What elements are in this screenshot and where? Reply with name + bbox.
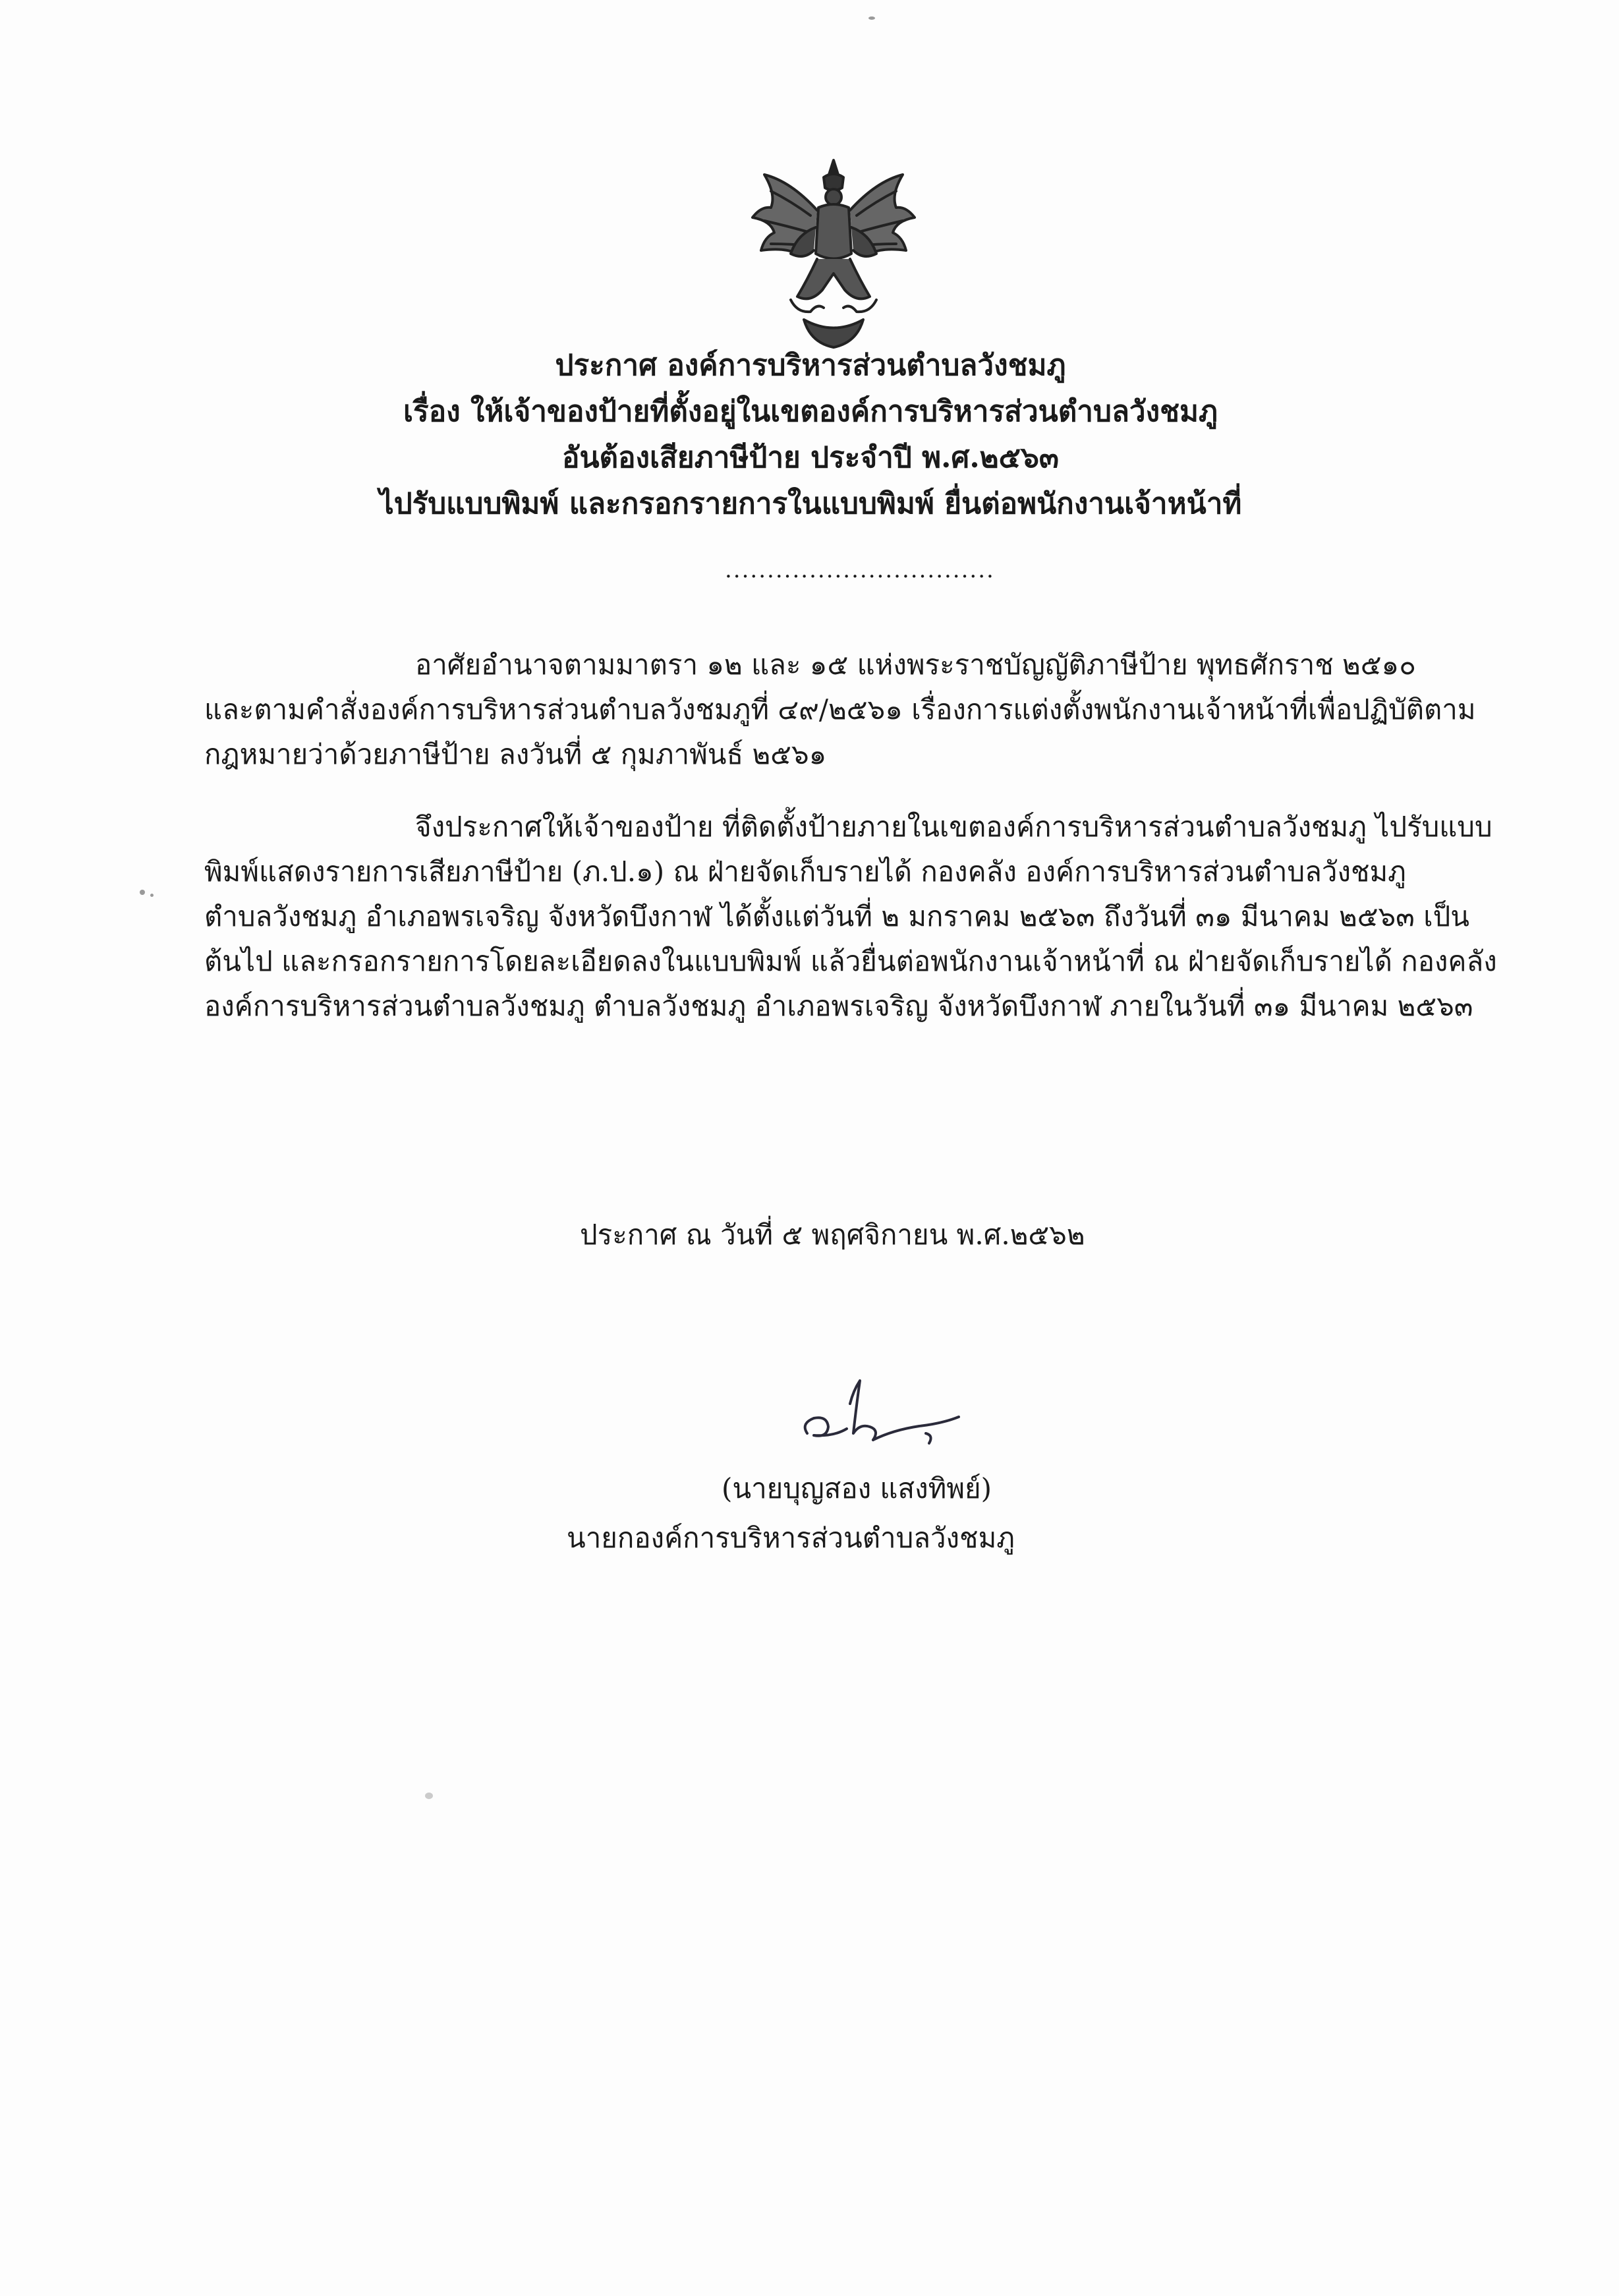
paragraph-line: อาศัยอำนาจตามมาตรา ๑๒ และ ๑๕ แห่งพระราชบัญญัติภาษีป้าย พุทธศักราช ๒๕๑๐ [415,648,1416,681]
paragraph-line: และตามคำสั่งองค์การบริหารส่วนตำบลวังชมภูที่ ๔๙/๒๕๖๑ เรื่องการแต่งตั้งพนักงานเจ้าหน้าที่เพื่อปฏิบัติตาม [204,693,1476,726]
title-line-1: ประกาศ องค์การบริหารส่วนตำบลวังชมภู [555,349,1066,382]
scan-speck [425,1793,433,1799]
scan-speck [150,894,154,897]
paragraph-line: ต้นไป และกรอกรายการโดยละเอียดลงในแบบพิมพ์ แล้วยื่นต่อพนักงานเจ้าหน้าที่ ณ ฝ่ายจัดเก็บรายได้ กองคลัง [204,945,1497,977]
title-divider: ................................ [725,557,995,583]
paragraph-line: จึงประกาศให้เจ้าของป้าย ที่ติดตั้งป้ายภายในเขตองค์การบริหารส่วนตำบลวังชมภู ไปรับแบบ [415,811,1492,843]
handwritten-signature [787,1377,979,1463]
paragraph-line: องค์การบริหารส่วนตำบลวังชมภู ตำบลวังชมภู อำเภอพรเจริญ จังหวัดบึงกาฬ ภายในวันที่ ๓๑ มีนาคม ๒๕๖๓ [204,990,1473,1022]
announcement-date: ประกาศ ณ วันที่ ๕ พฤศจิกายน พ.ศ.๒๕๖๒ [580,1219,1085,1251]
title-line-2: เรื่อง ให้เจ้าของป้ายที่ตั้งอยู่ในเขตองค์การบริหารส่วนตำบลวังชมภู [403,395,1218,428]
paragraph-line: กฎหมายว่าด้วยภาษีป้าย ลงวันที่ ๕ กุมภาพันธ์ ๒๕๖๑ [204,738,827,770]
body-paragraph-2 [204,805,1497,1029]
scan-speck [868,16,875,20]
announcement-title [198,343,1423,527]
scan-speck [140,890,145,895]
title-line-4: ไปรับแบบพิมพ์ และกรอกรายการในแบบพิมพ์ ยื่นต่อพนักงานเจ้าหน้าที่ [379,487,1242,521]
title-line-3: อันต้องเสียภาษีป้าย ประจำปี พ.ศ.๒๕๖๓ [562,441,1059,474]
paragraph-line: ตำบลวังชมภู อำเภอพรเจริญ จังหวัดบึงกาฬ ได้ตั้งแต่วันที่ ๒ มกราคม ๒๕๖๓ ถึงวันที่ ๓๑ มีนาคม ๒๕๖๓ เป็น [204,900,1469,933]
signer-name: (นายบุญสอง แสงทิพย์) [721,1472,992,1505]
body-paragraph-1 [204,643,1476,777]
announcement-body [204,643,1497,1056]
paragraph-line: พิมพ์แสดงรายการเสียภาษีป้าย (ภ.ป.๑) ณ ฝ่ายจัดเก็บรายได้ กองคลัง องค์การบริหารส่วนตำบลวังชมภู [204,855,1406,888]
garuda-emblem-icon [745,155,923,353]
signer-position: นายกองค์การบริหารส่วนตำบลวังชมภู [567,1522,1015,1554]
